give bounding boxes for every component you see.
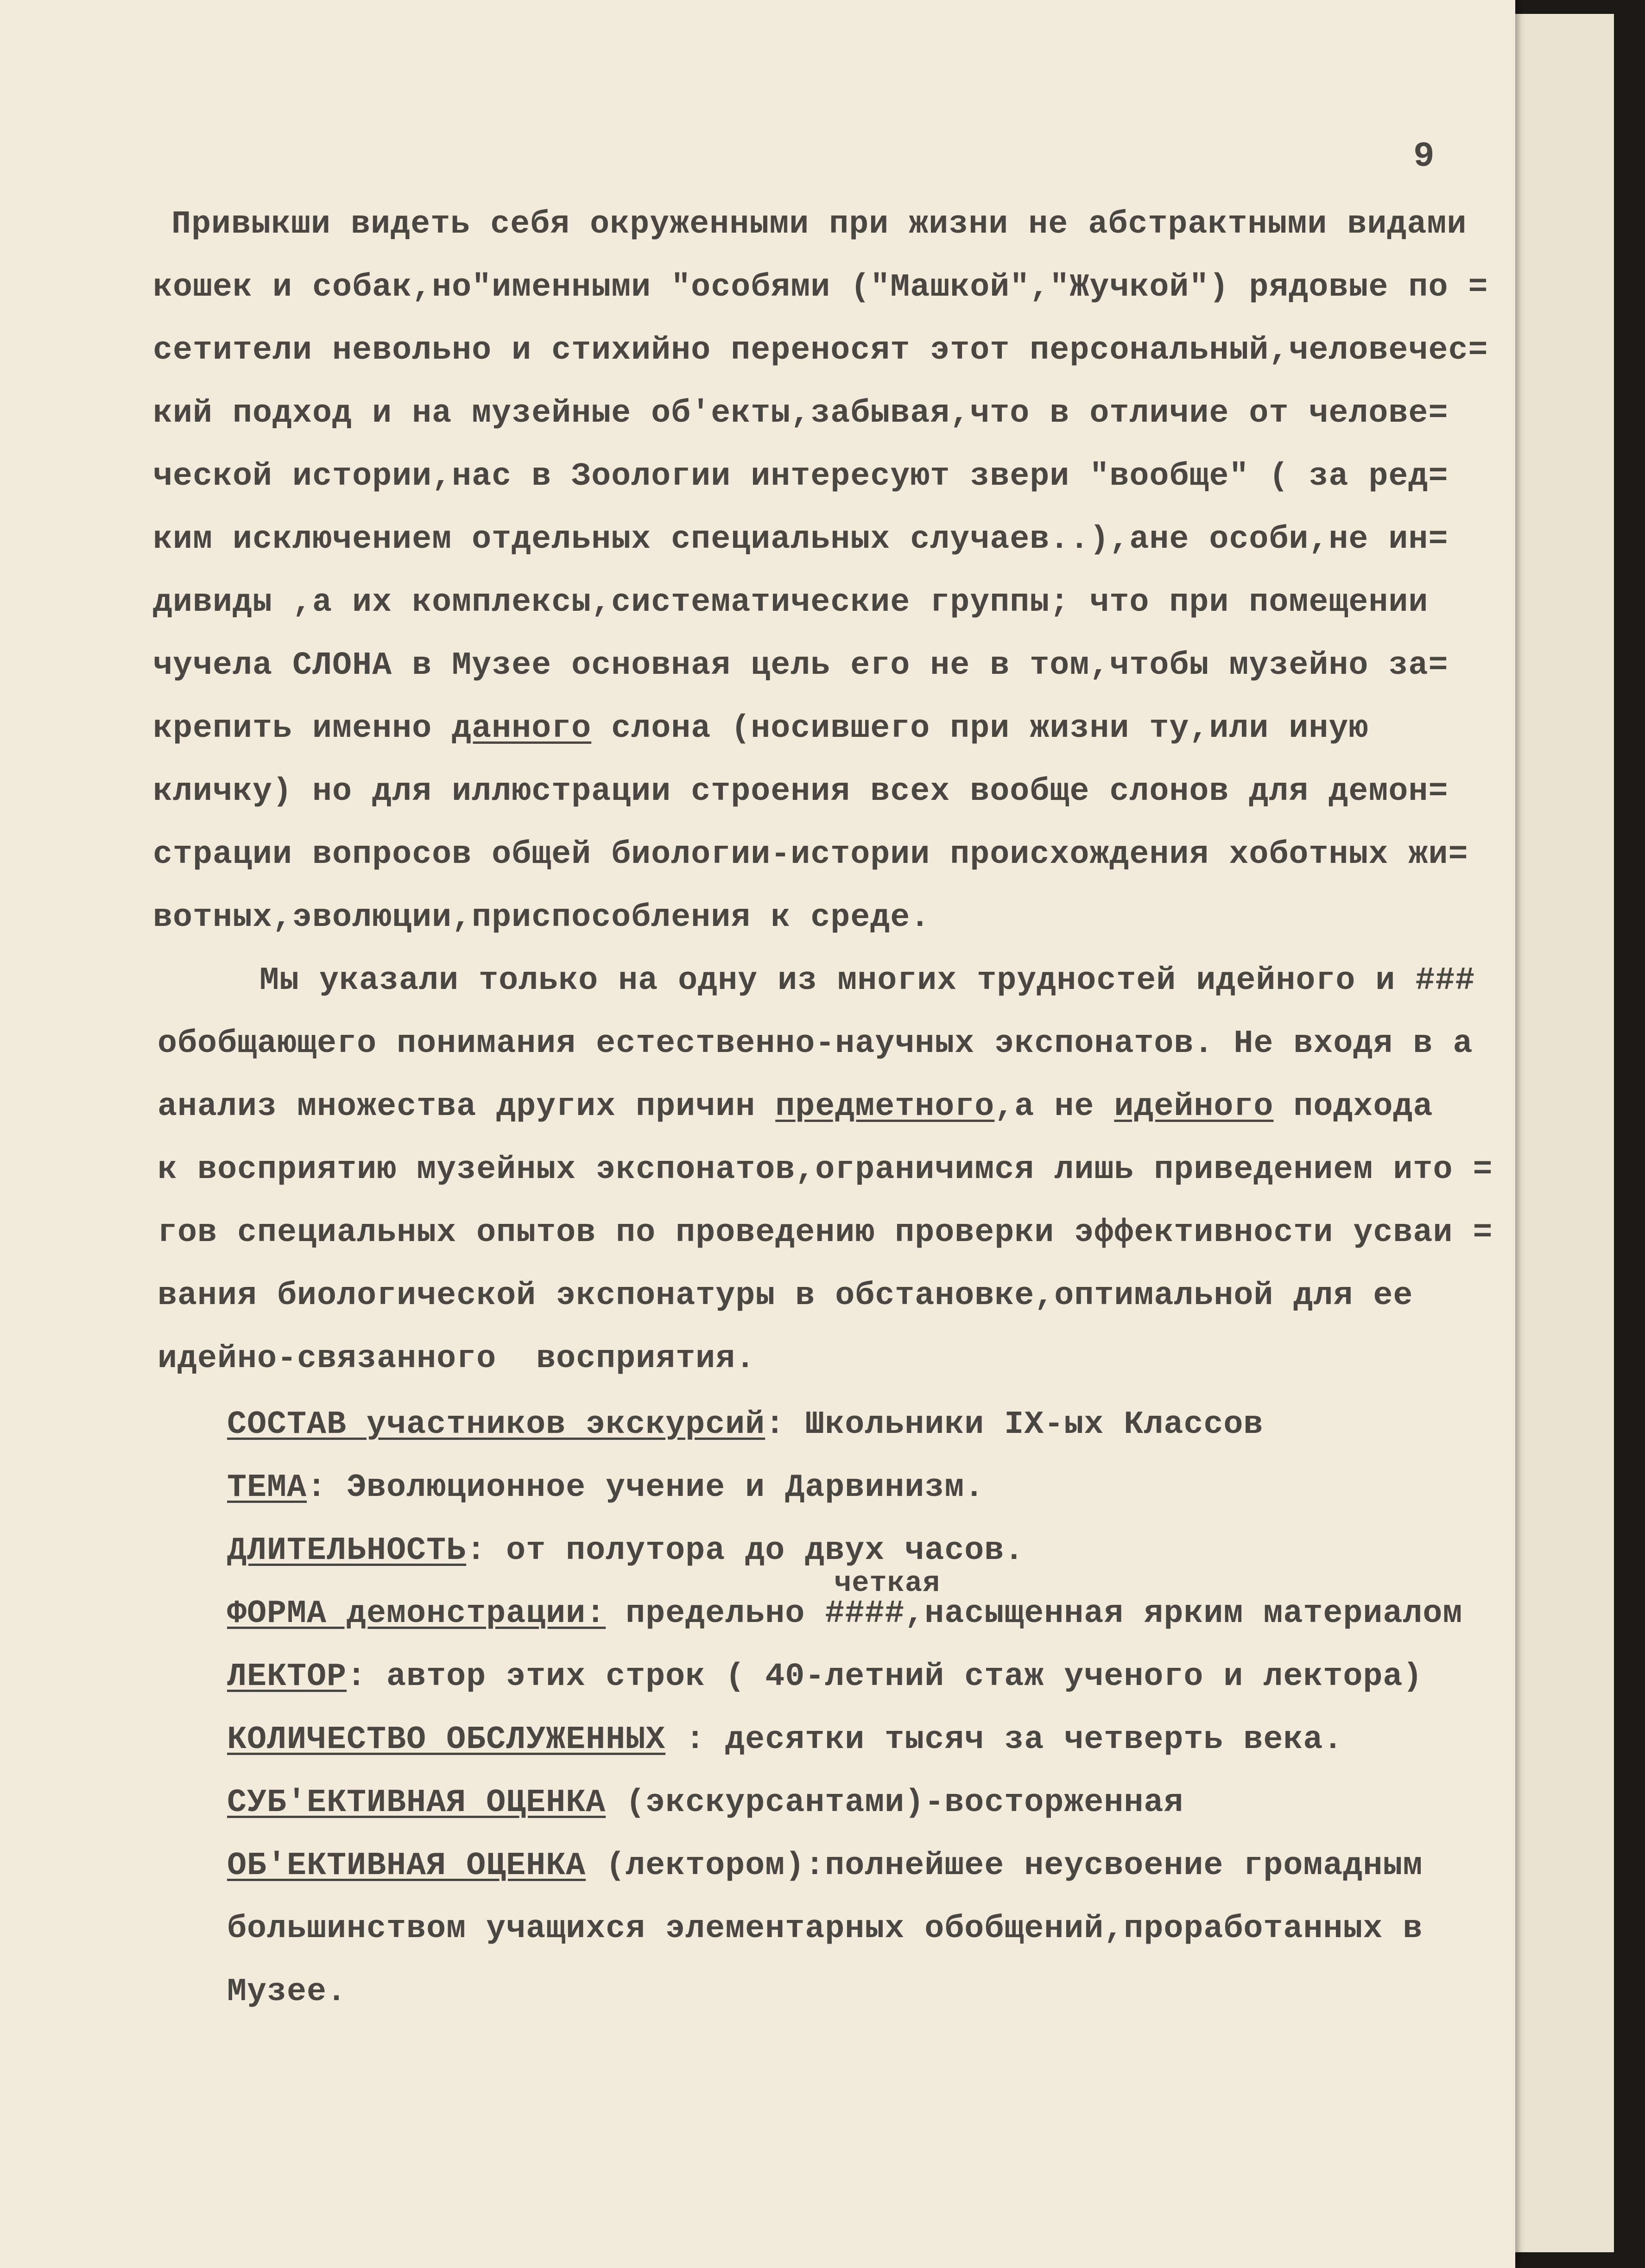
text-line: анализ множества других причин предметного,а не идейного подхода [158, 1089, 1433, 1125]
text-line: сетители невольно и стихийно переносят этот персональный,человечес= [153, 332, 1488, 369]
item-label: СУБ'ЕКТИВНАЯ ОЦЕНКА [227, 1785, 606, 1821]
text-line: большинством учащихся элементарных обобщений,проработанных в [227, 1911, 1423, 1947]
text-line: обобщающего понимания естественно-научных экспонатов. Не входя в а [158, 1026, 1473, 1062]
item-line: ФОРМА демонстрации: предельно ####,насыщенная ярким материалом [227, 1596, 1463, 1632]
item-line: ДЛИТЕЛЬНОСТЬ: от полутора до двух часов. [227, 1533, 1025, 1569]
text-line: чучела СЛОНА в Музее основная цель его не в том,чтобы музейно за= [153, 647, 1449, 684]
item-label: ДЛИТЕЛЬНОСТЬ [227, 1533, 467, 1569]
item-label: ЛЕКТОР [227, 1659, 347, 1695]
text-line: кличку) но для иллюстрации строения всех вообще слонов для демон= [153, 773, 1449, 810]
underlined-word: идейного [1114, 1089, 1274, 1125]
item-label: ФОРМА демонстрации: [227, 1596, 606, 1632]
text-line: Привыкши видеть себя окруженными при жизни не абстрактными видами [171, 206, 1467, 243]
text-line: ким исключением отдельных специальных случаев..),ане особи,не ин= [153, 521, 1449, 558]
text-line: Мы указали только на одну из многих трудностей идейного и ### [259, 963, 1475, 999]
item-label: КОЛИЧЕСТВО ОБСЛУЖЕННЫХ [227, 1722, 666, 1758]
text-line: вания биологической экспонатуры в обстановке,оптимальной для ее [158, 1278, 1413, 1314]
item-line: ОБ'ЕКТИВНАЯ ОЦЕНКА (лектором):полнейшее неусвоение громадным [227, 1848, 1423, 1884]
text-line: гов специальных опытов по проведению проверки эффективности усваи = [158, 1215, 1493, 1251]
item-line: ТЕМА: Эволюционное учение и Дарвинизм. [227, 1470, 985, 1506]
text-line: кий подход и на музейные об'екты,забывая,что в отличие от челове= [153, 395, 1449, 432]
item-line: ЛЕКТОР: автор этих строк ( 40-летний стаж ученого и лектора) [227, 1659, 1423, 1695]
text-line: к восприятию музейных экспонатов,ограничимся лишь приведением ито = [158, 1152, 1493, 1188]
text-line: идейно-связанного восприятия. [158, 1341, 756, 1377]
page-number: 9 [1413, 137, 1435, 177]
item-line: СУБ'ЕКТИВНАЯ ОЦЕНКА (экскурсантами)-восторженная [227, 1785, 1184, 1821]
underlined-word: данного [452, 710, 592, 747]
underlined-word: предметного [775, 1089, 995, 1125]
item-label: ОБ'ЕКТИВНАЯ ОЦЕНКА [227, 1848, 586, 1884]
text-line: ческой истории,нас в Зоологии интересуют звери "вообще" ( за ред= [153, 458, 1449, 495]
text-line: крепить именно данного слона (носившего при жизни ту,или иную [153, 710, 1369, 747]
item-line: СОСТАВ участников экскурсий: Школьники IX-ых Классов [227, 1406, 1264, 1443]
item-label: ТЕМА [227, 1470, 307, 1506]
handwritten-insertion: четкая [834, 1567, 941, 1600]
text-line: Музее. [227, 1974, 347, 2010]
text-line: страции вопросов общей биологии-истории происхождения хоботных жи= [153, 836, 1468, 873]
item-label: СОСТАВ участников экскурсий [227, 1406, 766, 1443]
text-line: вотных,эволюции,приспособления к среде. [153, 900, 930, 936]
text-line: кошек и собак,но"именными "особями ("Машкой","Жучкой") рядовые по = [153, 269, 1488, 306]
text-line: дивиды ,а их комплексы,систематические группы; что при помещении [153, 584, 1429, 621]
item-line: КОЛИЧЕСТВО ОБСЛУЖЕННЫХ : десятки тысяч за четверть века. [227, 1722, 1343, 1758]
